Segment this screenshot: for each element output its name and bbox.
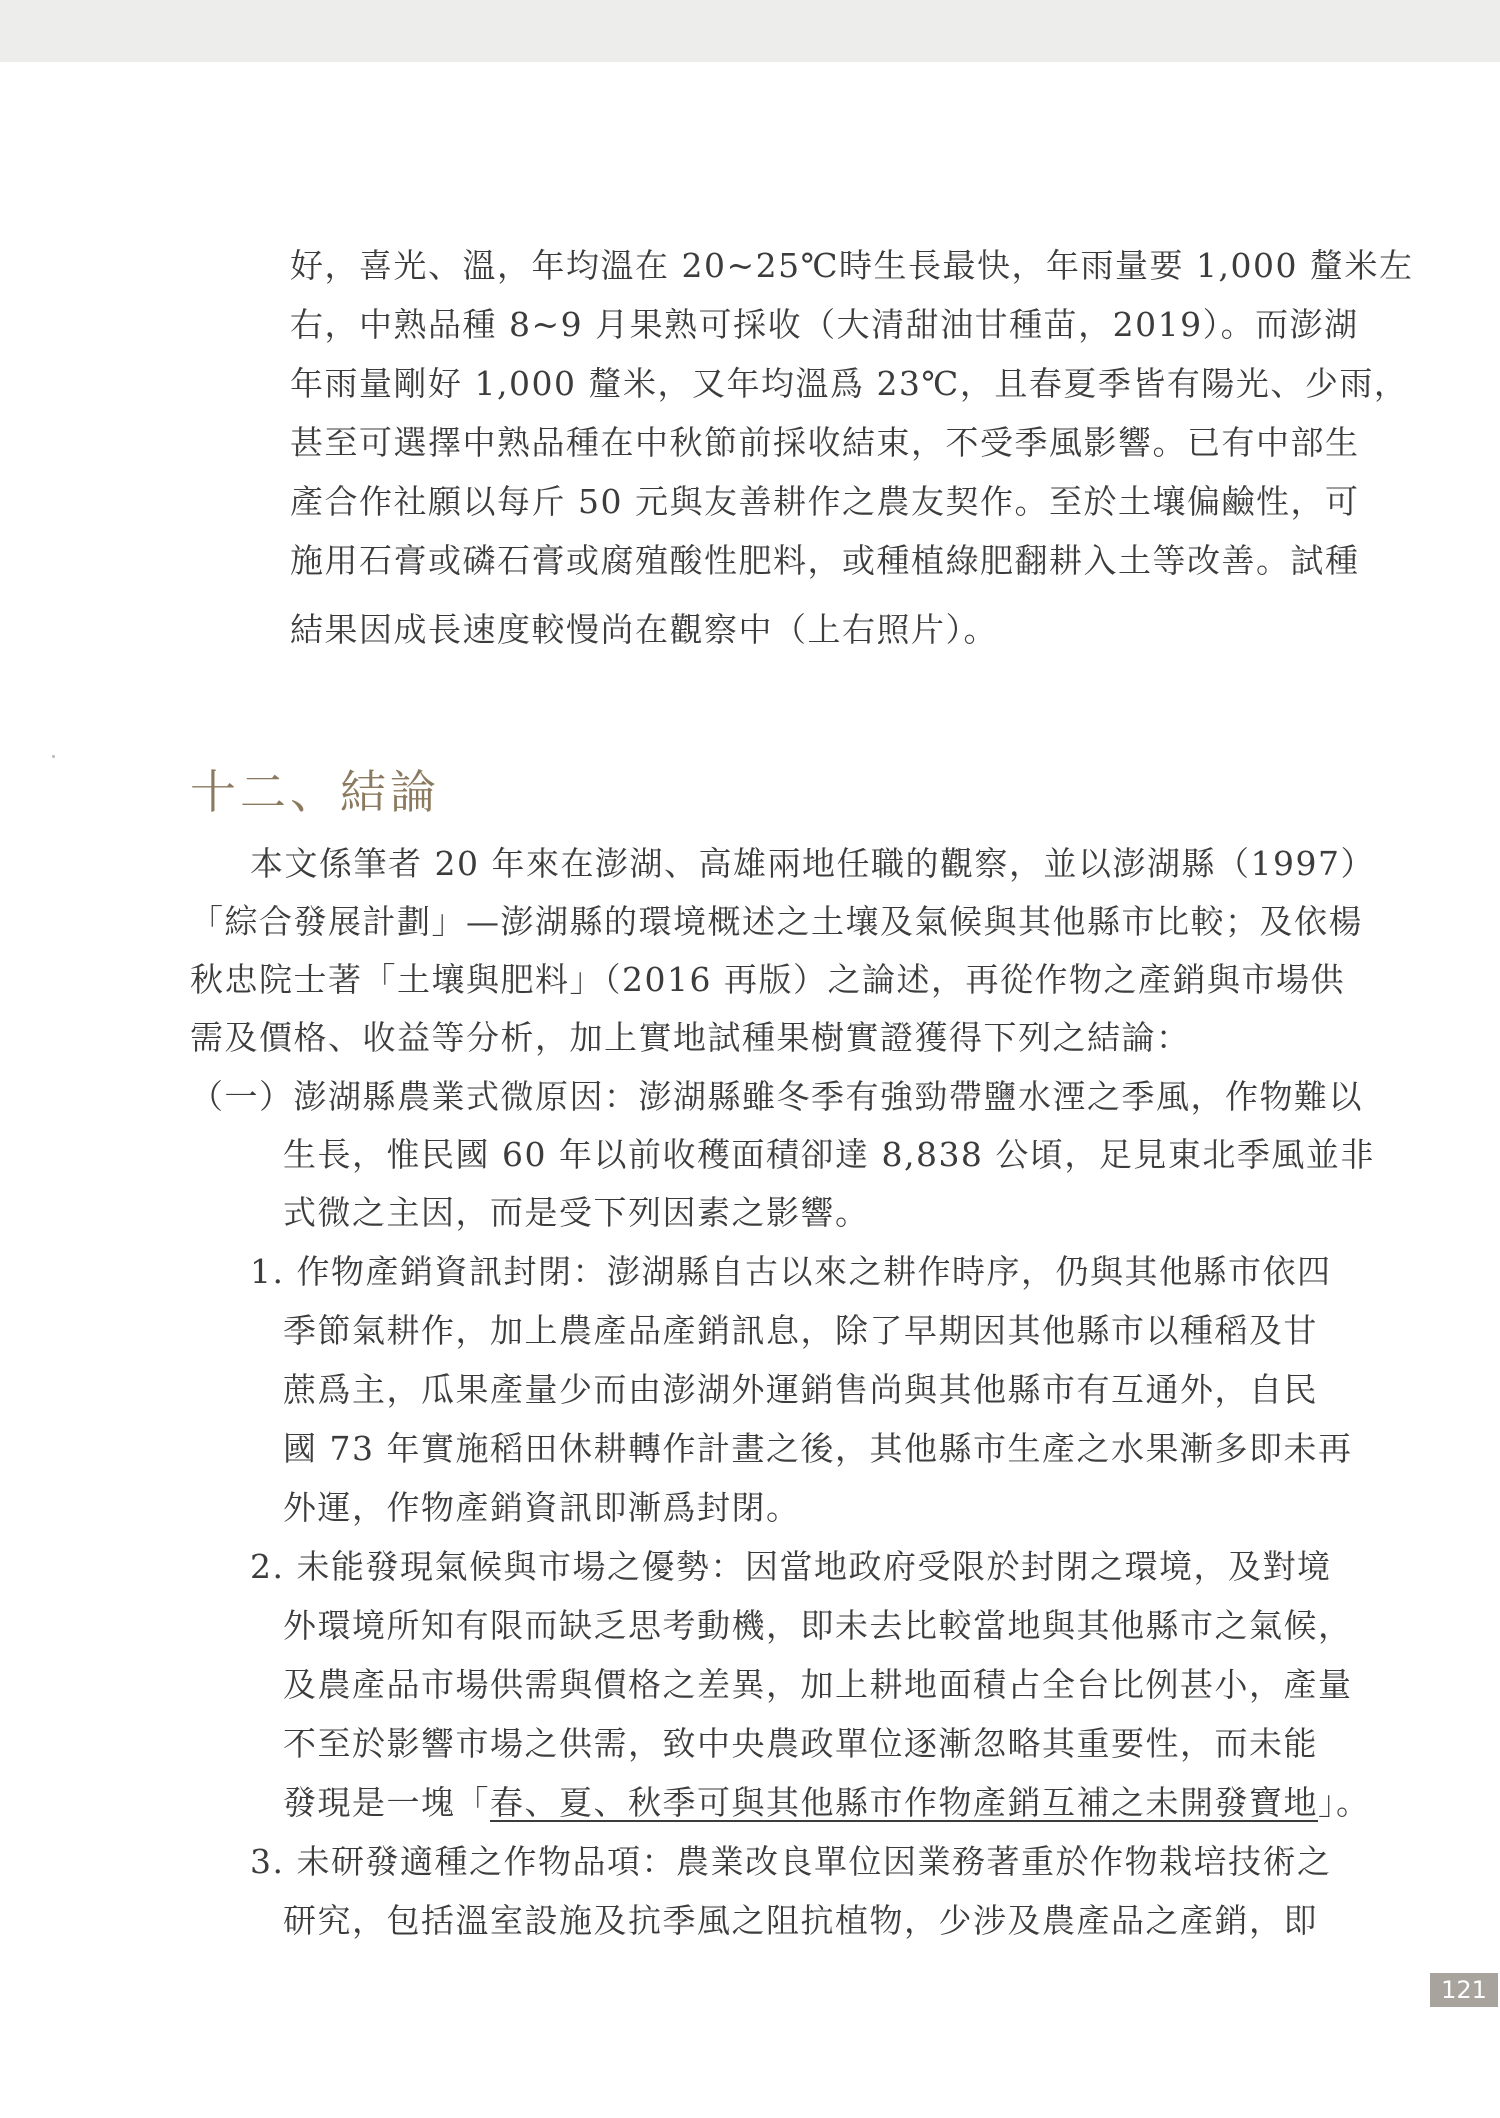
item1-line-1: （一）澎湖縣農業式微原因：澎湖縣雖冬季有強勁帶鹽水湮之季風，作物難以 xyxy=(190,1077,1363,1116)
intro-line-1: 好，喜光、溫，年均溫在 20~25℃時生長最快，年雨量要 1,000 釐米左 xyxy=(290,246,1414,285)
page-number: 121 xyxy=(1430,1973,1498,2007)
sub2-line-5-suffix: 」。 xyxy=(1318,1783,1371,1822)
section-heading: 十二、結論 xyxy=(190,765,440,819)
sub1-line-5: 外運，作物產銷資訊即漸爲封閉。 xyxy=(283,1488,801,1527)
sub2-line-4: 不至於影響市場之供需，致中央農政單位逐漸忽略其重要性，而未能 xyxy=(283,1724,1318,1763)
sub2-line-3: 及農產品市場供需與價格之差異，加上耕地面積占全台比例甚小，產量 xyxy=(283,1665,1353,1704)
scan-speck xyxy=(52,755,55,758)
sub2-line-1: 2. 未能發現氣候與市場之優勢：因當地政府受限於封閉之環境，及對境 xyxy=(250,1547,1332,1586)
intro-line-4: 甚至可選擇中熟品種在中秋節前採收結束，不受季風影響。已有中部生 xyxy=(290,423,1360,462)
sub1-line-4: 國 73 年實施稻田休耕轉作計畫之後，其他縣市生產之水果漸多即未再 xyxy=(283,1429,1353,1468)
intro-line-6: 施用石膏或磷石膏或腐殖酸性肥料，或種植綠肥翻耕入土等改善。試種 xyxy=(290,541,1360,580)
intro-line-3: 年雨量剛好 1,000 釐米，又年均溫爲 23℃，且春夏季皆有陽光、少雨， xyxy=(290,364,1409,403)
conclusion-line-4: 需及價格、收益等分析，加上實地試種果樹實證獲得下列之結論： xyxy=(190,1018,1191,1057)
conclusion-line-1: 本文係筆者 20 年來在澎湖、高雄兩地任職的觀察，並以澎湖縣（1997） xyxy=(250,844,1375,883)
sub1-line-2: 季節氣耕作，加上農產品產銷訊息，除了早期因其他縣市以種稻及甘 xyxy=(283,1311,1318,1350)
conclusion-line-3: 秋忠院士著「土壤與肥料」（2016 再版）之論述，再從作物之產銷與市場供 xyxy=(190,960,1345,999)
sub2-line-5 xyxy=(283,1781,1371,1825)
sub1-line-1: 1. 作物產銷資訊封閉：澎湖縣自古以來之耕作時序，仍與其他縣市依四 xyxy=(250,1252,1332,1291)
intro-line-5: 產合作社願以每斤 50 元與友善耕作之農友契作。至於土壤偏鹼性，可 xyxy=(290,482,1360,521)
sub1-line-3: 蔗爲主，瓜果產量少而由澎湖外運銷售尚與其他縣市有互通外，自民 xyxy=(283,1370,1318,1409)
item1-line-2: 生長，惟民國 60 年以前收穫面積卻達 8,838 公頃，足見東北季風並非 xyxy=(283,1135,1375,1174)
sub3-line-1: 3. 未研發適種之作物品項：農業改良單位因業務著重於作物栽培技術之 xyxy=(250,1842,1332,1881)
sub3-line-2: 研究，包括溫室設施及抗季風之阻抗植物，少涉及農產品之產銷，即 xyxy=(283,1901,1318,1940)
item1-line-3: 式微之主因，而是受下列因素之影響。 xyxy=(283,1193,870,1232)
sub2-line-2: 外環境所知有限而缺乏思考動機，即未去比較當地與其他縣市之氣候， xyxy=(283,1606,1353,1645)
intro-line-2: 右，中熟品種 8~9 月果熟可採收（大清甜油甘種苗，2019）。而澎湖 xyxy=(290,305,1359,344)
sub2-line-5-prefix: 發現是一塊「 xyxy=(283,1783,490,1822)
sub2-underlined-phrase: 春、夏、秋季可與其他縣市作物產銷互補之未開發寶地 xyxy=(490,1783,1318,1822)
conclusion-line-2: 「綜合發展計劃」—澎湖縣的環境概述之土壤及氣候與其他縣市比較；及依楊 xyxy=(190,902,1363,941)
intro-line-7: 結果因成長速度較慢尚在觀察中（上右照片）。 xyxy=(290,610,998,649)
